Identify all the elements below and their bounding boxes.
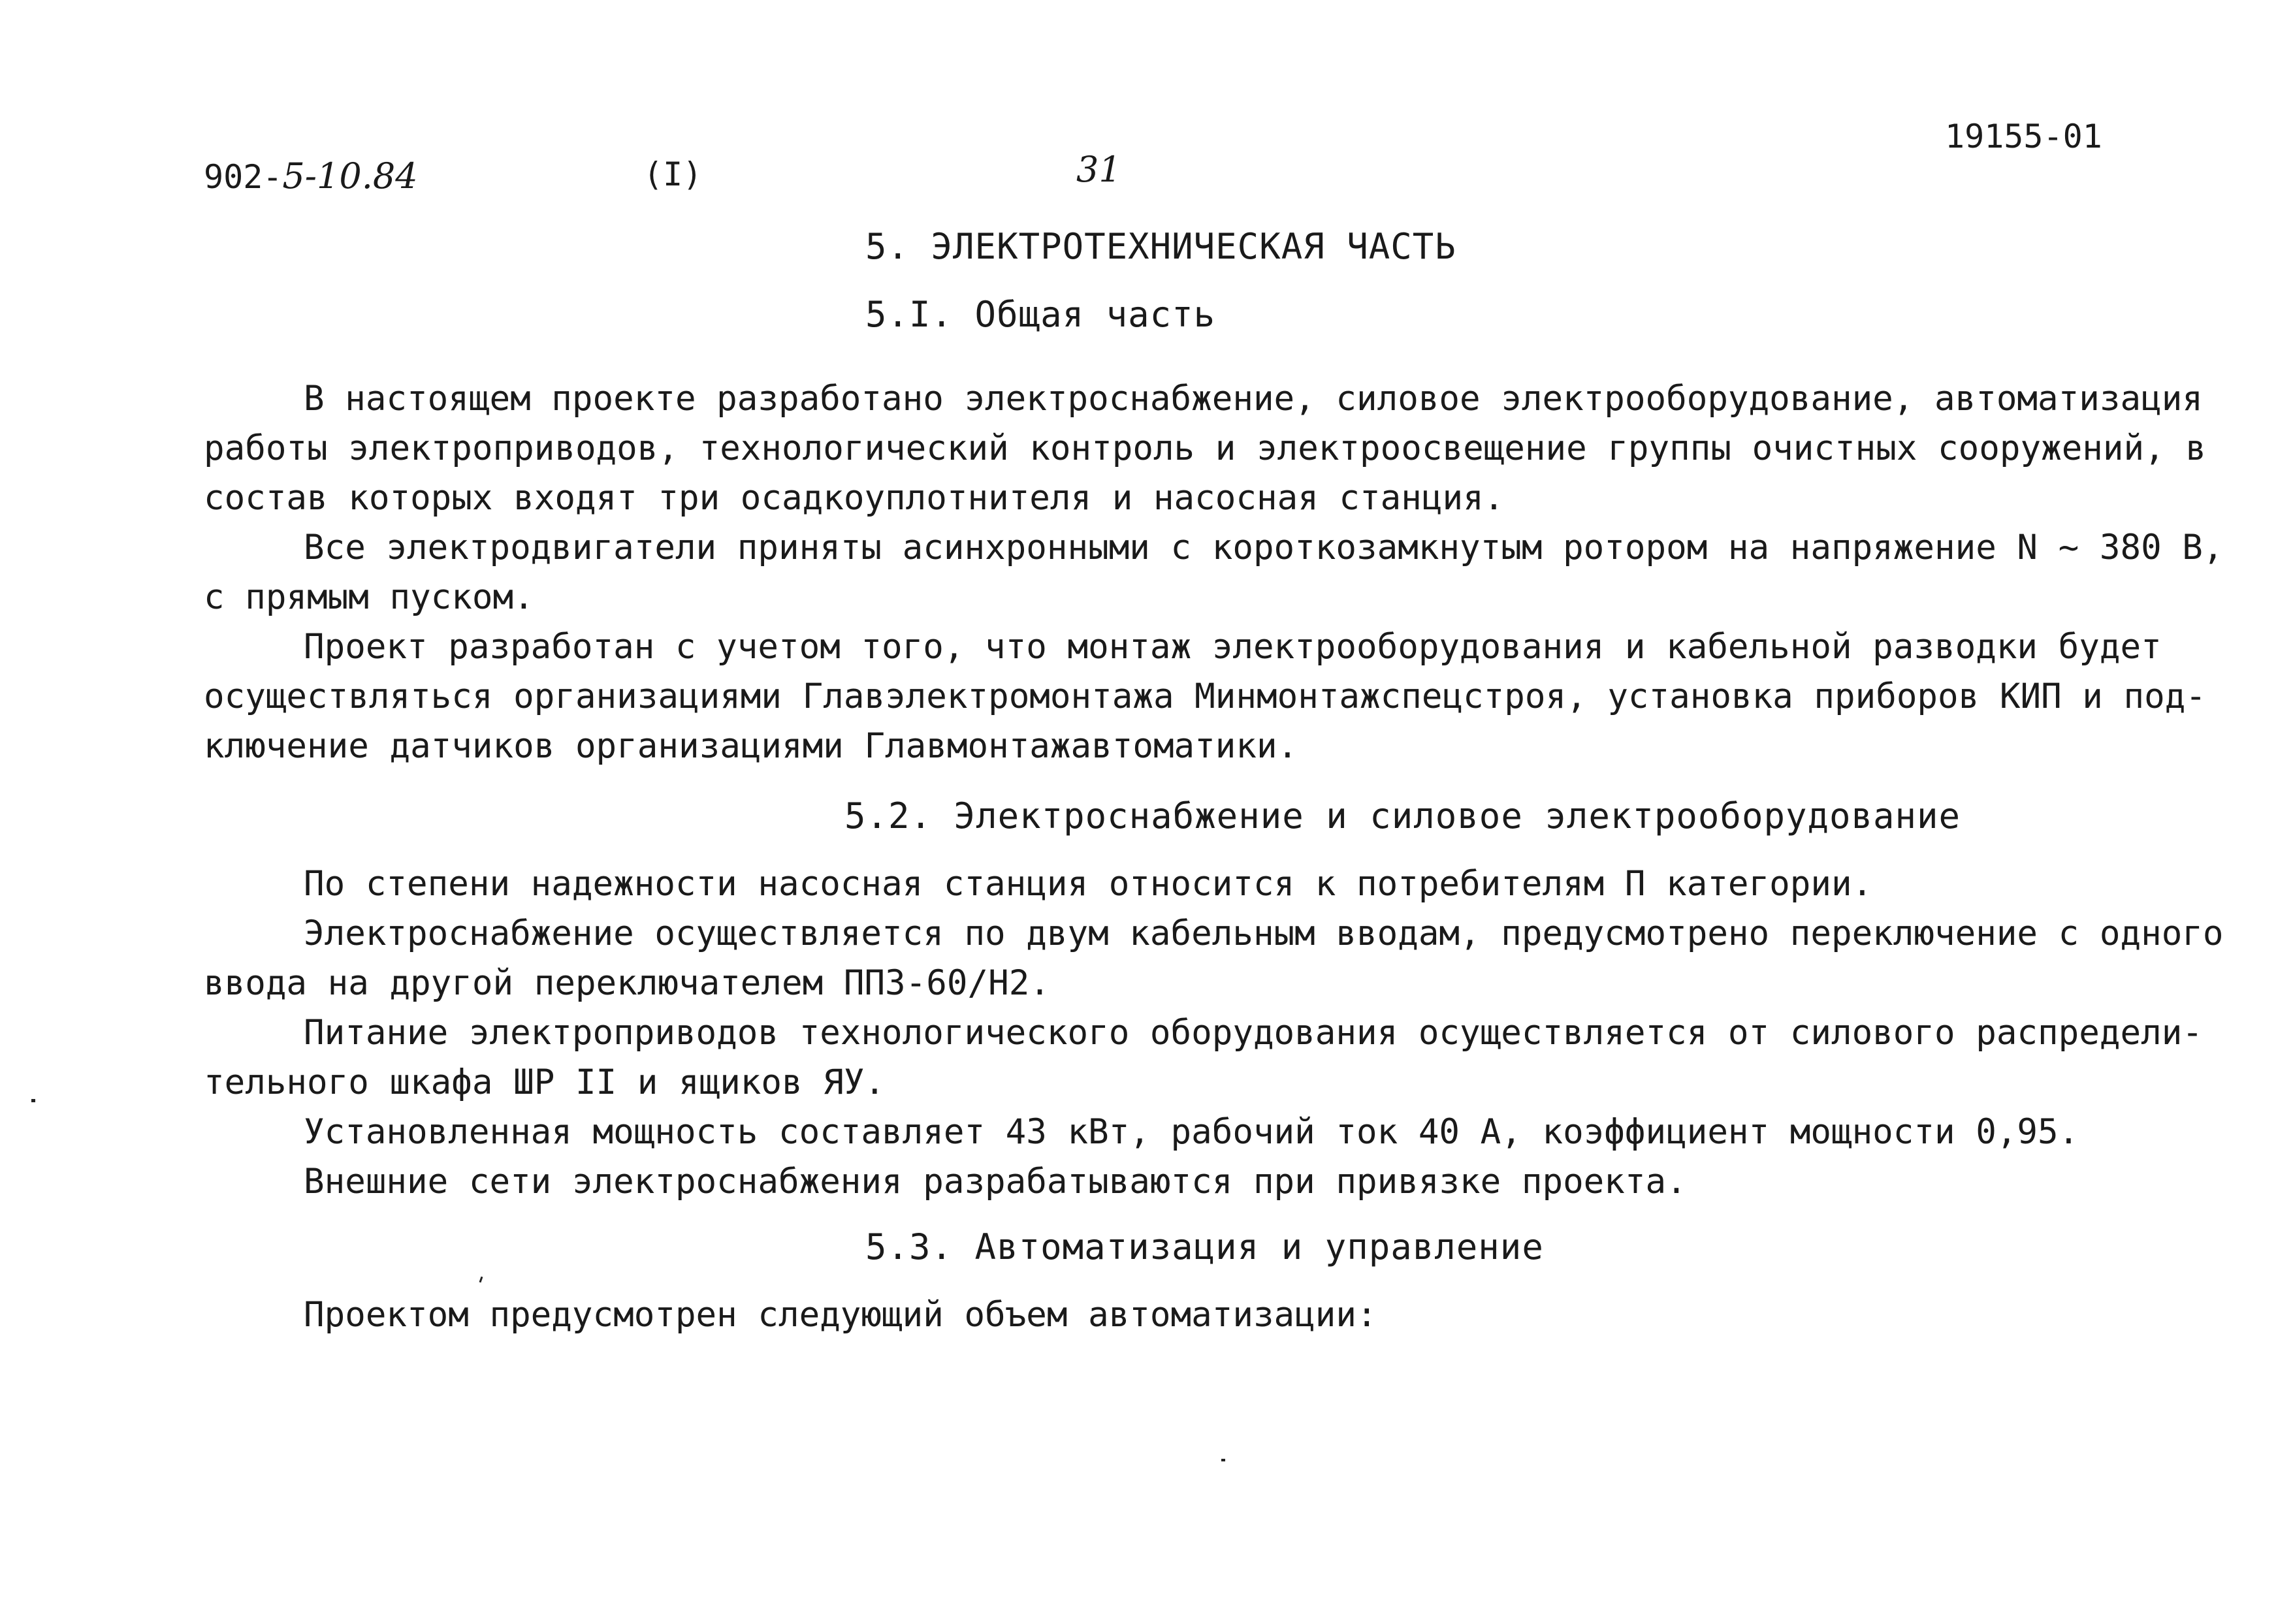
page-number: 31 bbox=[1076, 149, 1121, 190]
paragraph-line: Электроснабжение осуществляется по двум кабельным вводам, предусмотрено переключение с одного bbox=[304, 914, 2224, 953]
paragraph-line: По степени надежности насосная станция относится к потребителям П категории. bbox=[304, 864, 1873, 904]
paragraph-line: с прямым пуском. bbox=[204, 577, 534, 617]
paragraph-line: тельного шкафа ШР II и ящиков ЯУ. bbox=[204, 1062, 886, 1102]
paragraph-line: Питание электроприводов технологического оборудования осуществляется от силового распредели- bbox=[304, 1013, 2203, 1053]
paragraph-line: В настоящем проекте разработано электроснабжение, силовое электрооборудование, автоматизация bbox=[304, 379, 2203, 419]
subsection-title-power-supply: 5.2. Электроснабжение и силовое электрооборудование bbox=[844, 795, 1961, 836]
paragraph-line: ввода на другой переключателем ППЗ-60/Н2. bbox=[204, 963, 1050, 1003]
scan-speck bbox=[1221, 1459, 1225, 1461]
archive-number: 19155-01 bbox=[1945, 118, 2102, 155]
paragraph-line: Проект разработан с учетом того, что монтаж электрооборудования и кабельной разводки будет bbox=[304, 627, 2162, 667]
paragraph-line: Установленная мощность составляет 43 кВт, рабочий ток 40 А, коэффициент мощности 0,95. bbox=[304, 1112, 2079, 1152]
paragraph-line: работы электроприводов, технологический контроль и электроосвещение группы очистных сооружений, в bbox=[204, 428, 2206, 468]
paragraph-line: Все электродвигатели приняты асинхронными с короткозамкнутым ротором на напряжение N ~ 380 В, bbox=[304, 528, 2224, 567]
scan-speck bbox=[479, 1277, 483, 1282]
paragraph-line: Внешние сети электроснабжения разрабатываются при привязке проекта. bbox=[304, 1162, 1687, 1202]
paragraph-line: осуществляться организациями Главэлектромонтажа Минмонтажспецстроя, установка приборов КИП и под- bbox=[204, 677, 2206, 716]
document-code-handwritten: 5-10.84 bbox=[282, 155, 418, 197]
subsection-title-general: 5.I. Общая часть bbox=[865, 294, 1216, 335]
subsection-title-automation: 5.3. Автоматизация и управление bbox=[865, 1226, 1544, 1267]
section-title: 5. ЭЛЕКТРОТЕХНИЧЕСКАЯ ЧАСТЬ bbox=[865, 226, 1456, 267]
paragraph-line: состав которых входят три осадкоуплотнителя и насосная станция. bbox=[204, 478, 1505, 518]
paragraph-line: ключение датчиков организациями Главмонтажавтоматики. bbox=[204, 726, 1298, 766]
volume-number: (I) bbox=[643, 155, 703, 193]
paragraph-line: Проектом предусмотрен следующий объем автоматизации: bbox=[304, 1295, 1377, 1335]
scan-speck bbox=[31, 1099, 35, 1102]
document-code bbox=[204, 155, 418, 197]
document-code-prefix: 902- bbox=[204, 158, 283, 196]
